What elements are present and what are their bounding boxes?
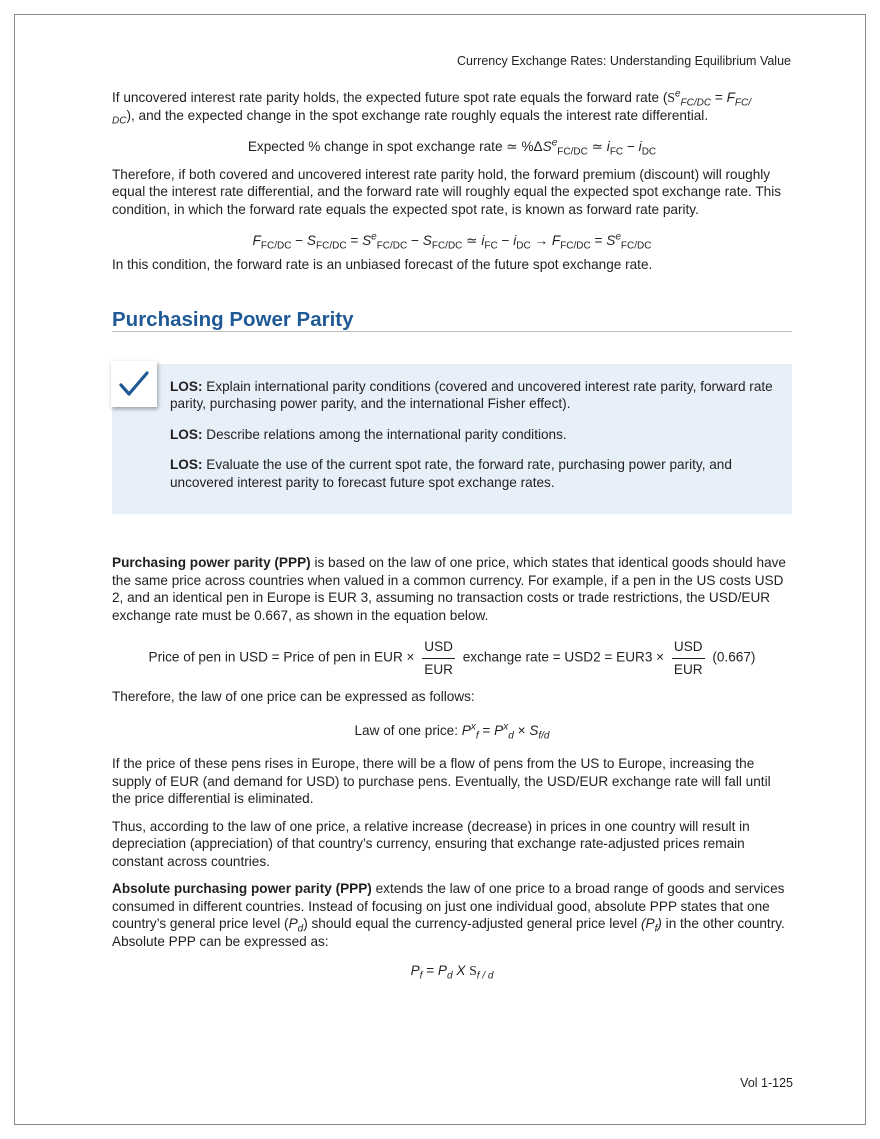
paragraph-forward-rate-parity: Therefore, if both covered and uncovered interest rate parity hold, the forward premium (discount) will roughly equal the interest rate differential, and the forward rate will roughly equal the expected spot exchange rate. This condition, in which the forward rate equals the expected spot rate, is known as forward rate parity.	[112, 166, 782, 217]
equation-expected-change: Expected % change in spot exchange rate ≃ $\%\Delta S^e_{FC/DC}$ ≃ $i_{FC} - i_{DC}$	[247, 137, 657, 158]
fraction-usd-eur: $\frac{\text{USD}}{\text{EUR}}$	[673, 639, 703, 677]
section-title: Purchasing Power Parity	[112, 311, 792, 332]
los-box	[112, 364, 792, 515]
equation-absolute-ppp: $P_f = P_d$ X $S_{f / d}$	[410, 963, 494, 982]
paragraph-unbiased-forecast: In this condition, the forward rate is an unbiased forecast of the future spot exchange rate.	[112, 256, 653, 272]
equation-law-of-one-price: Law of one price: $P^x_f = P^x_d \times S_{f/d}$	[354, 720, 550, 742]
los-item: LOS: Describe relations among the international parity conditions.	[170, 426, 567, 442]
fraction-usd-eur: $\frac{\text{USD}}{\text{EUR}}$	[424, 639, 453, 677]
los-item: LOS: Evaluate the use of the current spot rate, the forward rate, purchasing power parity, and uncovered interest parity to forecast future spot exchange rates.	[170, 457, 732, 490]
equation-forward-rate-parity: $F_{FC/DC} - S_{FC/DC} = S^e_{FC/DC} - S_{FC/DC}$ ≃ $i_{FC} - i_{DC} \to F_{FC/DC} = S^e_{FC/DC}$	[252, 231, 652, 252]
running-header: Currency Exchange Rates: Understanding Equilibrium Value	[457, 54, 791, 68]
los-item: LOS: Explain international parity conditions (covered and uncovered interest rate parity, forward rate parity, purchasing power parity, and the international Fisher effect).	[170, 378, 773, 411]
equation-pen-price: Price of pen in USD = Price of pen in EUR × $\frac{\text{USD}}{\text{EUR}}$ exchange rate = USD2 = EUR3 × $\frac{\text{USD}}{\text{EUR}}$ (0.667)	[148, 639, 756, 677]
page-content	[112, 89, 792, 990]
paragraph-absolute-ppp: Absolute purchasing power parity (PPP) extends the law of one price to a broad range of goods and services consumed in different countries. Instead of focusing on just one individual good, absolute PPP states that one country’s general price level $(P_d)$ should equal the currency-adjusted general price level $(P_f)$ in the other country. Absolute PPP can be expressed as:	[112, 881, 785, 949]
page-number: Vol 1-125	[740, 1076, 793, 1090]
paragraph-price-rise: If the price of these pens rises in Europe, there will be a flow of pens from the US to Europe, increasing the supply of EUR (and demand for USD) to purchase pens. Eventually, the USD/EUR exchange rate will fall until the price differential is eliminated.	[112, 756, 771, 806]
checkmark-icon	[111, 361, 157, 407]
paragraph-ppp-definition: Purchasing power parity (PPP) is based on the law of one price, which states that identical goods should have the same price across countries when valued in a common currency. For example, if a pen in the US costs USD 2, and an identical pen in Europe is EUR 3, assuming no transaction costs or trade restrictions, the USD/EUR exchange rate must be 0.667, as shown in the equation below.	[112, 555, 786, 623]
paragraph-uip: If uncovered interest rate parity holds, the expected future spot rate equals the forward rate ($S^e_{FC/DC} = F_{FC/}$ $_{DC}$), and the expected change in the spot exchange rate roughly equals the interest rate differential.	[112, 88, 751, 127]
paragraph-law-of-one-price-intro: Therefore, the law of one price can be expressed as follows:	[112, 689, 475, 704]
paragraph-relative-increase: Thus, according to the law of one price, a relative increase (decrease) in prices in one country will result in depreciation (appreciation) of that country’s currency, ensuring that exchange rate-adjusted prices remain constant across countries.	[112, 818, 750, 869]
